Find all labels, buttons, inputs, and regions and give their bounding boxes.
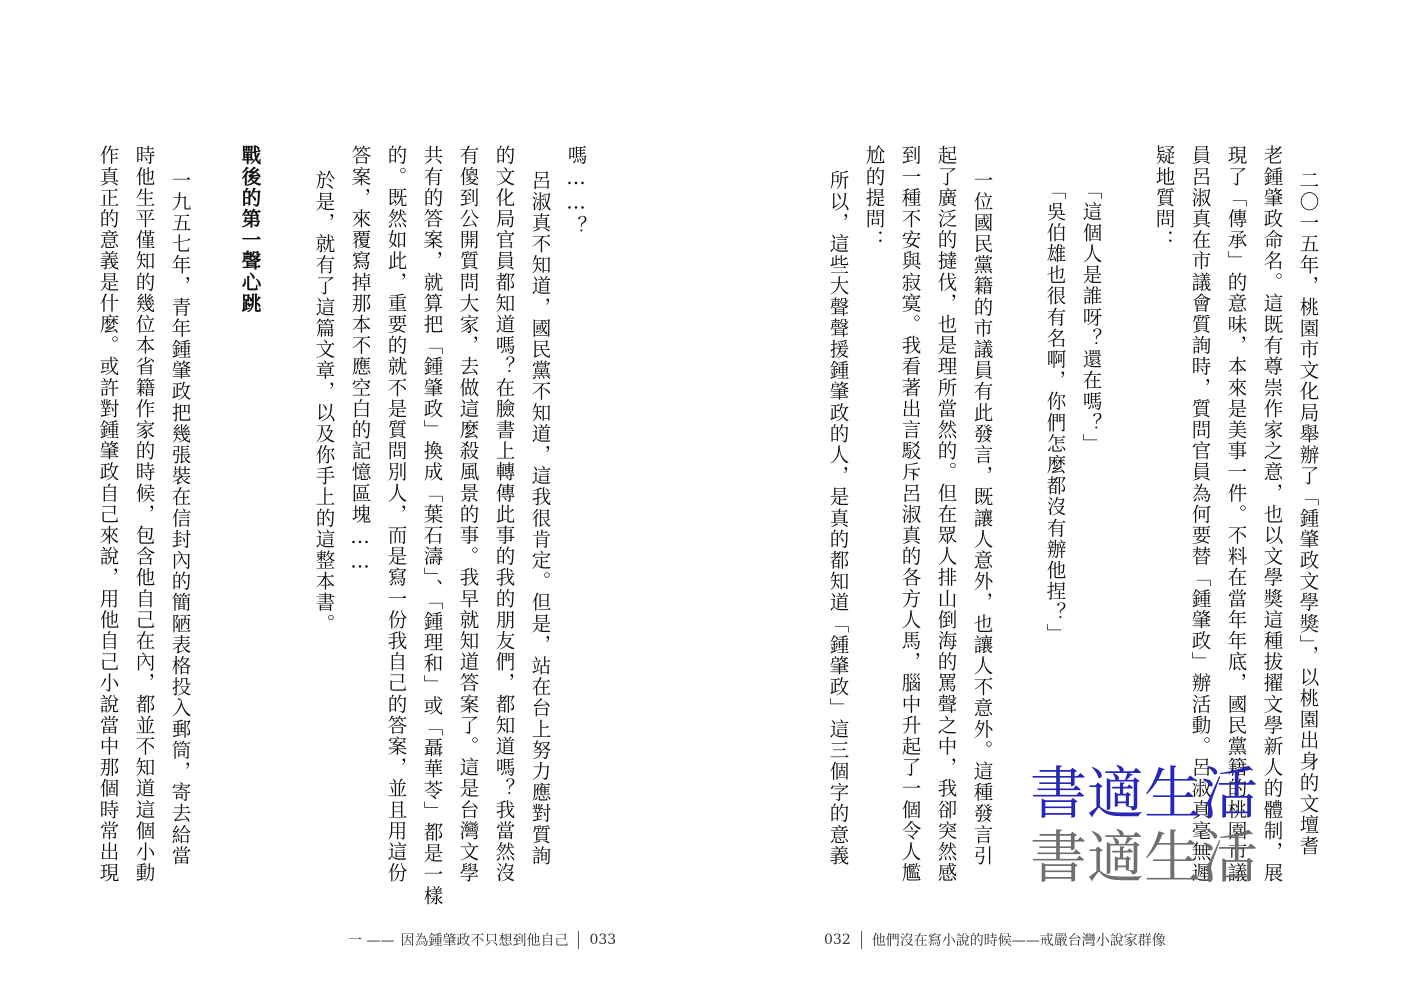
text-column: 於是，就有了這篇文章，以及你手上的這整本書。 [312, 170, 336, 635]
text-column: 答案，來覆寫掉那本不應空白的記憶區塊…… [348, 145, 372, 574]
text-column: 共有的答案，就算把「鍾肇政」換成「葉石濤」、「鍾理和」或「聶華苓」都是一樣 [420, 145, 444, 907]
text-column: 一位國民黨籍的市議員有此發言，既讓人意外，也讓人不意外。這種發言引 [970, 170, 994, 867]
text-column: 一九五七年，青年鍾肇政把幾張裝在信封內的簡陋表格投入郵筒，寄去給當 [168, 170, 192, 867]
text-column: 作真正的意義是什麼。或許對鍾肇政自己來說，用他自己小說當中那個時常出現 [96, 145, 120, 884]
chapter-mark: 一 —— [348, 933, 395, 949]
page-number: 032 [824, 932, 851, 948]
text-column: 起了廣泛的撻伐，也是理所當然的。但在眾人排山倒海的罵聲之中，我卻突然感 [934, 145, 958, 884]
text-column: 時他生平僅知的幾位本省籍作家的時候，包含他自己在內，都並不知道這個小動 [132, 145, 156, 884]
text-column: 尬的提問： [862, 145, 886, 251]
footer-divider [861, 931, 862, 949]
section-heading: 戰後的第一聲心跳 [238, 145, 262, 314]
text-column: 有傻到公開質問大家，去做這麼殺風景的事。我早就知道答案了。這是台灣文學 [456, 145, 480, 884]
text-column: 二〇一五年，桃園市文化局舉辦了「鍾肇政文學獎」，以桃園出身的文壇耆 [1296, 170, 1320, 857]
running-title: 因為鍾肇政不只想到他自己 [400, 933, 569, 949]
page-footer [824, 930, 1166, 950]
page-number: 033 [589, 932, 617, 948]
text-column: 呂淑真不知道，國民黨不知道，這我很肯定。但是，站在台上努力應對質詢 [528, 170, 552, 867]
text-column: 的文化局官員都知道嗎？在臉書上轉傳此事的我的朋友們，都知道嗎？我當然沒 [492, 145, 516, 884]
text-column: 的。既然如此，重要的就不是質問別人，而是寫一份我自己的答案，並且用這份 [384, 145, 408, 884]
text-column: 員呂淑真在市議會質詢時，質問官員為何要替「鍾肇政」辦活動。呂淑真毫無遲 [1188, 145, 1212, 884]
watermark-logo-blue: 書適生活 [1030, 761, 1258, 827]
text-column: 現了「傳承」的意味，本來是美事一件。不料在當年年底，國民黨籍的桃園市議 [1224, 145, 1248, 884]
text-column: 疑地質問： [1152, 145, 1176, 251]
text-column: 老鍾肇政命名。這既有尊崇作家之意，也以文學獎這種拔擢文學新人的體制，展 [1260, 145, 1284, 884]
page-footer [348, 930, 616, 950]
quote-column: 「吳伯雄也很有名啊，你們怎麼都沒有辦他捏？」 [1043, 180, 1067, 645]
footer-divider [578, 931, 579, 949]
running-title: 他們沒在寫小說的時候——戒嚴台灣小說家群像 [871, 933, 1166, 949]
text-column: 到一種不安與寂寞。我看著出言駁斥呂淑真的各方人馬，腦中升起了一個令人尷 [898, 145, 922, 884]
text-column: 嗎……？ [564, 145, 588, 237]
watermark-logo-gray: 書適生活 [1030, 825, 1258, 891]
quote-column: 「這個人是誰呀？還在嗎？」 [1079, 180, 1103, 455]
text-column: 所以，這些大聲聲援鍾肇政的人，是真的都知道「鍾肇政」這三個字的意義 [826, 170, 850, 867]
